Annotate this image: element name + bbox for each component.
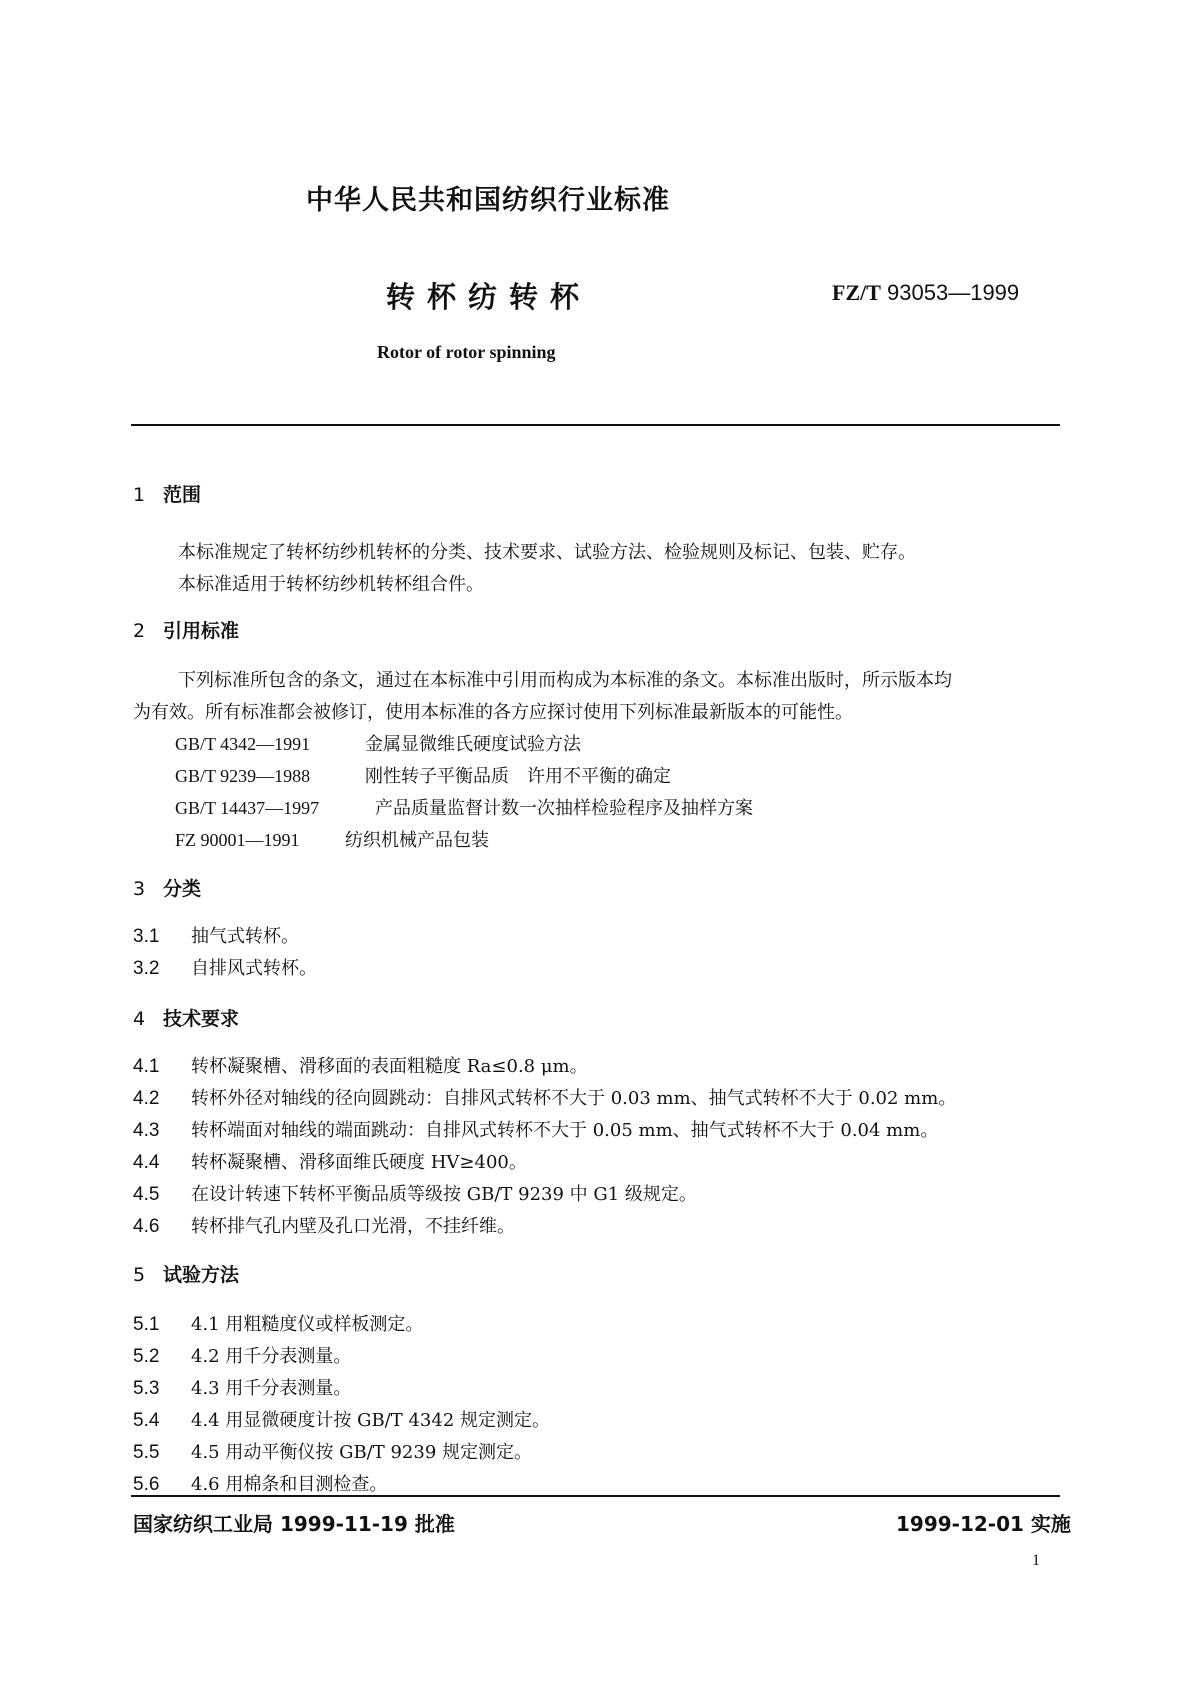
list-item: 3.1 抽气式转杯。	[133, 926, 299, 947]
implementation-date: 1999-12-01 实施	[896, 1512, 1071, 1536]
page-number: 1	[1032, 1552, 1040, 1569]
standard-code-number: 93053—1999	[887, 280, 1020, 305]
footer-divider	[131, 1495, 1060, 1497]
list-item: 5.6 4.6 用棉条和目测检查。	[133, 1474, 388, 1495]
approval-line: 国家纺织工业局 1999-11-19 批准	[133, 1512, 455, 1536]
list-item: 5.4 4.4 用显微硬度计按 GB/T 4342 规定测定。	[133, 1410, 550, 1431]
list-item: 5.1 4.1 用粗糙度仪或样板测定。	[133, 1314, 424, 1335]
reference-item: GB/T 4342—1991 金属显微维氏硬度试验方法	[175, 734, 581, 755]
list-item: 4.5 在设计转速下转杯平衡品质等级按 GB/T 9239 中 G1 级规定。	[133, 1184, 697, 1205]
section-1-paragraph-2: 本标准适用于转杯纺纱机转杯组合件。	[178, 574, 484, 595]
standard-code-prefix: FZ/T	[832, 280, 881, 305]
list-item: 5.2 4.2 用千分表测量。	[133, 1346, 352, 1367]
section-5-heading: 5 试验方法	[133, 1264, 240, 1286]
reference-item: GB/T 14437—1997 产品质量监督计数一次抽样检验程序及抽样方案	[175, 798, 753, 819]
list-item: 4.1 转杯凝聚槽、滑移面的表面粗糙度 Ra≤0.8 μm。	[133, 1056, 588, 1077]
document-title: 转杯纺转杯	[386, 280, 592, 314]
section-2-heading: 2 引用标准	[133, 620, 240, 642]
list-item: 4.6 转杯排气孔内壁及孔口光滑，不挂纤维。	[133, 1216, 515, 1237]
standard-organization-title: 中华人民共和国纺织行业标准	[306, 185, 670, 216]
list-item: 4.2 转杯外径对轴线的径向圆跳动：自排风式转杯不大于 0.03 mm、抽气式转杯不大于 0.02 mm。	[133, 1088, 957, 1109]
section-2-paragraph-line-2: 为有效。所有标准都会被修订，使用本标准的各方应探讨使用下列标准最新版本的可能性。	[133, 702, 853, 723]
section-1-heading: 1 范围	[133, 484, 202, 506]
section-3-heading: 3 分类	[133, 878, 202, 900]
list-item: 4.4 转杯凝聚槽、滑移面维氏硬度 HV≥400。	[133, 1152, 527, 1173]
standard-code	[832, 280, 1019, 306]
reference-item: GB/T 9239—1988 刚性转子平衡品质 许用不平衡的确定	[175, 766, 671, 787]
english-title: Rotor of rotor spinning	[377, 342, 556, 362]
reference-item: FZ 90001—1991 纺织机械产品包装	[175, 830, 489, 851]
section-1-paragraph-1: 本标准规定了转杯纺纱机转杯的分类、技术要求、试验方法、检验规则及标记、包装、贮存。	[178, 542, 916, 563]
list-item: 5.5 4.5 用动平衡仪按 GB/T 9239 规定测定。	[133, 1442, 532, 1463]
section-2-paragraph-line-1: 下列标准所包含的条文，通过在本标准中引用而构成为本标准的条文。本标准出版时，所示版本均	[178, 670, 952, 691]
section-4-heading: 4 技术要求	[133, 1008, 240, 1030]
header-divider	[131, 424, 1060, 426]
list-item: 5.3 4.3 用千分表测量。	[133, 1378, 352, 1399]
list-item: 4.3 转杯端面对轴线的端面跳动：自排风式转杯不大于 0.05 mm、抽气式转杯不大于 0.04 mm。	[133, 1120, 939, 1141]
list-item: 3.2 自排风式转杯。	[133, 958, 317, 979]
